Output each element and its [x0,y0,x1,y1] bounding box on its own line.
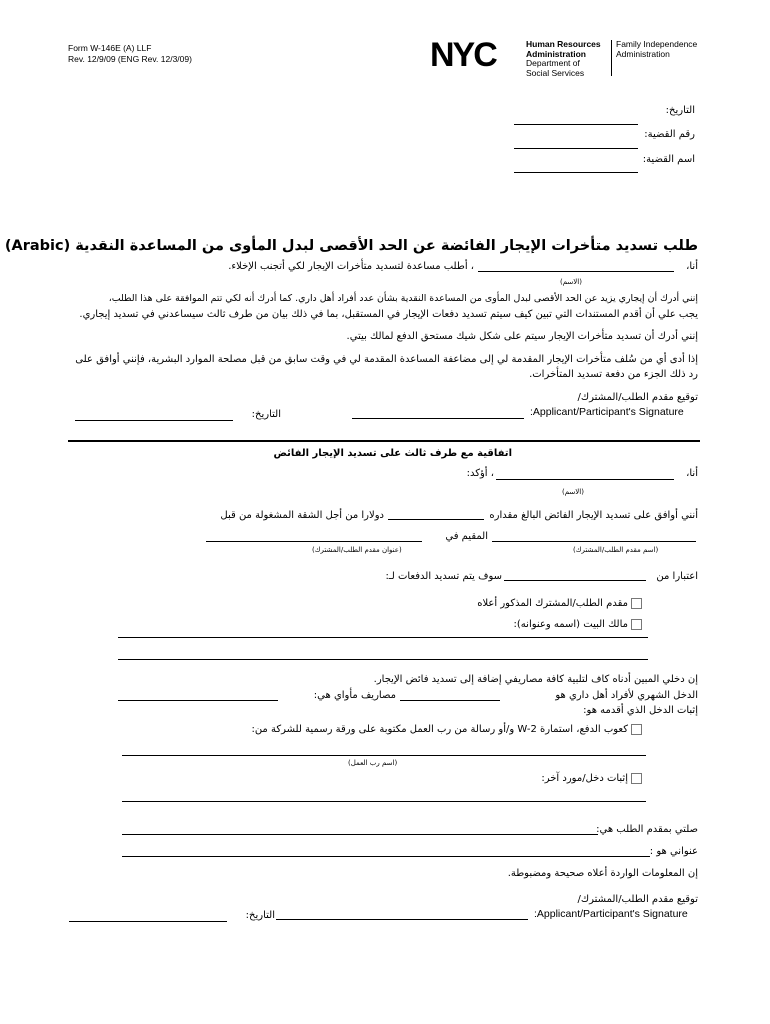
case-name-label: اسم القضية: [642,154,695,165]
logo-text: NYC [430,36,496,74]
agreement-confirm: ، أؤكد: [466,468,494,479]
signature-date-field[interactable] [75,420,233,421]
case-number-label: رقم القضية: [644,129,695,140]
monthly-income-field[interactable] [400,700,500,701]
signature-date-label: التاريخ: [251,409,281,420]
paystubs-checkbox[interactable] [631,724,642,735]
monthly-income-label: الدخل الشهري لأفراد أهل داري هو [555,690,698,701]
employer-caption: (اسم رب العمل) [348,759,398,767]
option-landlord-label: مالك البيت (اسمه وعنوانه): [513,619,628,630]
case-date-label: التاريخ: [665,105,695,116]
option-applicant-label: مقدم الطلب/المشترك المذكور أعلاه [477,598,628,609]
relationship-label: صلتي بمقدم الطلب هي: [596,824,698,835]
hra-line1: Human Resources [526,39,601,49]
income-proof-label: إثبات الدخل الذي أقدمه هو: [583,705,698,716]
shelter-expenses-label: مصاريف مأواي هي: [313,690,396,701]
option-paystubs-label: كعوب الدفع، استمارة W-2 و/أو رسالة من رب العمل مكتوبة على ورقة رسمية للشركة من: [251,724,628,735]
request-text: ، أطلب مساعدة لتسديد متأخرات الإيجار لكي أتجنب الإخلاء. [228,261,474,272]
applicant-name-caption: (اسم مقدم الطلب/المشترك) [573,546,659,554]
other-income-checkbox[interactable] [631,773,642,784]
other-income-field[interactable] [122,801,646,802]
address-field[interactable] [122,856,650,857]
fia-line1: Family Independence [616,39,698,49]
dss-line1: Department of [526,58,580,68]
dollars-text: دولارا من أجل الشقة المشغولة من قبل [220,510,384,521]
agreement-i-am: أنا، [686,468,698,479]
section-divider [68,440,700,442]
landlord-checkbox[interactable] [631,619,642,630]
start-date-field[interactable] [504,580,646,581]
signature-label-english: :Applicant/Participant's Signature [530,406,684,418]
resident-in: المقيم في [445,531,488,542]
agreement-date-label: التاريخ: [245,910,275,921]
relationship-field[interactable] [122,834,598,835]
agreement-signature-label-arabic: توقيع مقدم الطلب/المشترك/ [577,894,698,905]
paragraph-2: إنني أدرك أن تسديد متأخرات الإيجار سيتم على شكل شيك مستحق الدفع لمالك بيتي. [346,331,698,342]
paragraph-1-line-1: إنني أدرك أن إيجاري يزيد عن الحد الأقصى لبدل المأوى من المساعدة النقدية بشأن عدد أفراد أهل داري. كما أدرك أنه لكي تتم الموافقة على هذا الطلب، [108,293,698,304]
nyc-logo [430,38,518,72]
paragraph-3-line-1: إذا أدى أي من سُلف متأخرات الإيجار المقدمة لي إلى مضاعفة المساعدة المقدمة لي في وقت سابق من قبل مصلحة الموارد البشرية، فإنني أوافق على [75,354,698,365]
income-statement: إن دخلي المبين أدناه كاف لتلبية كافة مصاريفي إضافة إلى تسديد فائض الإيجار. [373,674,698,685]
form-number: Form W-146E (A) LLF [68,43,152,53]
case-date-field[interactable] [514,124,638,125]
paragraph-1-line-2: يجب علي أن أقدم المستندات التي تبين كيف سيتم تسديد دفعات الإيجار في المستقبل، بما في ذلك بيان من طرف ثالث سيساعدني في تسديد إيجاري. [79,309,698,320]
request-i-am: أنا، [686,261,698,272]
certify-statement: إن المعلومات الواردة أعلاه صحيحة ومضبوطة. [507,868,698,879]
agreement-signature-field[interactable] [276,919,528,920]
case-number-field[interactable] [514,148,638,149]
hra-name [526,40,601,78]
paragraph-3-line-2: رد ذلك الجزء من دفعة تسديد المتأخرات. [529,369,698,380]
signature-label-arabic: توقيع مقدم الطلب/المشترك/ [577,392,698,403]
revision-date: Rev. 12/9/09 (ENG Rev. 12/3/09) [68,54,192,64]
option-other-label: إثبات دخل/مورد آخر: [541,773,628,784]
landlord-info-line-2[interactable] [118,659,648,660]
page-title: طلب تسديد متأخرات الإيجار الفائضة عن الحد الأقصى لبدل المأوى من المساعدة النقدية (Arabic) [4,238,698,254]
dss-line2: Social Services [526,67,585,78]
agreement-date-field[interactable] [69,921,227,922]
applicant-address-field[interactable] [206,541,422,542]
applicant-checkbox[interactable] [631,598,642,609]
header-divider [611,40,612,76]
hra-line2: Administration [526,48,586,59]
shelter-expenses-field[interactable] [118,700,278,701]
agree-text: أنني أوافق على تسديد الإيجار الفائض البالغ مقداره [489,510,698,521]
applicant-name-field[interactable] [478,271,674,272]
fia-name [616,40,697,59]
signature-field[interactable] [352,418,524,419]
employer-name-field[interactable] [122,755,646,756]
starting-from: اعتبارا من [656,571,698,582]
case-name-field[interactable] [514,172,638,173]
third-party-name-field[interactable] [496,479,674,480]
third-party-name-caption: (الاسم) [562,488,584,496]
agreement-heading: اتفاقية مع طرف ثالث على تسديد الإيجار الفائض [273,448,512,459]
address-label: عنواني هو : [649,846,698,857]
landlord-info-line-1[interactable] [118,637,648,638]
name-caption: (الاسم) [560,278,582,286]
payments-to: سوف يتم تسديد الدفعات لـ: [385,571,502,582]
applicant-address-caption: (عنوان مقدم الطلب/المشترك) [312,546,402,554]
excess-rent-amount-field[interactable] [388,519,484,520]
fia-line2: Administration [616,48,670,59]
agreement-signature-label-english: :Applicant/Participant's Signature [534,908,688,920]
applicant-name-field-2[interactable] [492,541,696,542]
